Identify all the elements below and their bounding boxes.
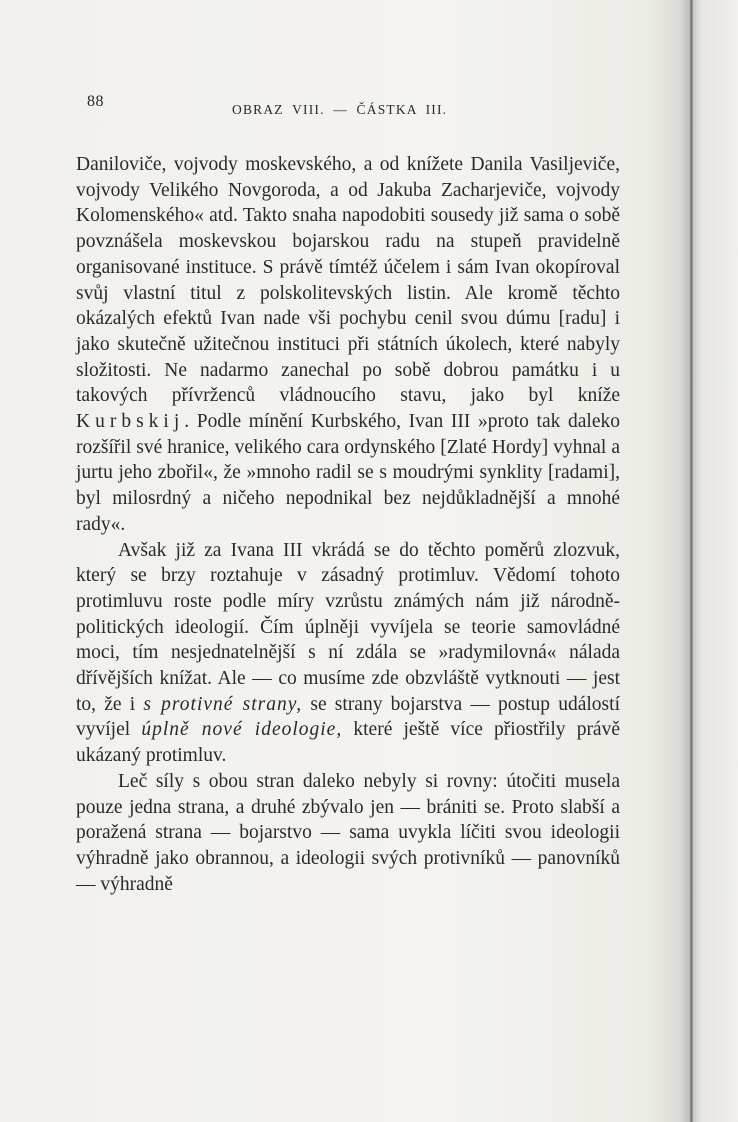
italic-phrase: s protivné strany, xyxy=(143,693,303,715)
paragraph-2 xyxy=(76,538,620,769)
page-number: 88 xyxy=(87,93,104,110)
text-segment: Avšak již za Ivana III vkrádá se do těchto poměrů zlozvuk, který se brzy roztahuje v zásadný protimluv. Vědomí tohoto protimluvu roste podle míry vzrůstu známých nám již národně-politických ideologií. Čím úplněji vyvíjela se teorie samovládné moci, tím nesjednatelnější s ní zdála se »radymilovná« nálada dřívějších knížat. Ale — co musíme zde obzvláště vytknouti — jest to, že i xyxy=(76,539,620,715)
text-segment: které ještě více přiostřily právě ukázaný protimluv. xyxy=(76,719,620,767)
spaced-name-kurbskij: Kurbskij xyxy=(76,411,185,433)
paragraph-1 xyxy=(76,152,620,538)
running-head: OBRAZ VIII. — ČÁSTKA III. xyxy=(232,102,448,117)
body-text xyxy=(76,152,620,897)
page-gutter-edge xyxy=(690,0,693,1122)
page-header xyxy=(0,0,738,130)
text-segment: Daniloviče, vojvody moskevského, a od knížete Danila Vasiljeviče, vojvody Velikého Novgoroda, a od Jakuba Zacharjeviče, vojvody Kolomenského« atd. Takto snaha napodobiti sousedy již sama o sobě povznášela moskevskou bojarskou radu na stupeň pravidelně organisované instituce. S právě tímtéž účelem i sám Ivan okopíroval svůj vlastní titul z polskolitevských listin. Ale kromě těchto okázalých efektů Ivan nade vši pochybu cenil svou dúmu [radu] i jako skutečně užitečnou instituci při státních úkolech, které nabyly složitosti. Ne nadarmo zanechal po sobě dobrou památku i u takových přívrženců vládnoucího stavu, jako byl kníže xyxy=(76,154,620,407)
text-segment: se strany bojarstva — postup událostí vyvíjel xyxy=(76,693,620,741)
paragraph-3 xyxy=(76,769,620,898)
text-segment: . Podle mínění Kurbského, Ivan III »proto tak daleko rozšířil své hranice, velikého cara ordynského [Zlaté Hordy] vyhnal a jurtu jeho zbořil«, že »mnoho radil se s moudrými synklity [radami], byl milosrdný a ničeho nepodnikal bez nejdůkladnější a mnohé rady«. xyxy=(76,411,620,535)
text-segment: Leč síly s obou stran daleko nebyly si rovny: útočiti musela pouze jedna strana, a druhé zbývalo jen — brániti se. Proto slabší a poražená strana — bojarstvo — sama uvykla líčiti svou ideologii výhradně jako obrannou, a ideologii svých protivníků — panovníků — výhradně xyxy=(76,770,620,895)
italic-phrase: úplně nové ideologie, xyxy=(141,719,343,741)
